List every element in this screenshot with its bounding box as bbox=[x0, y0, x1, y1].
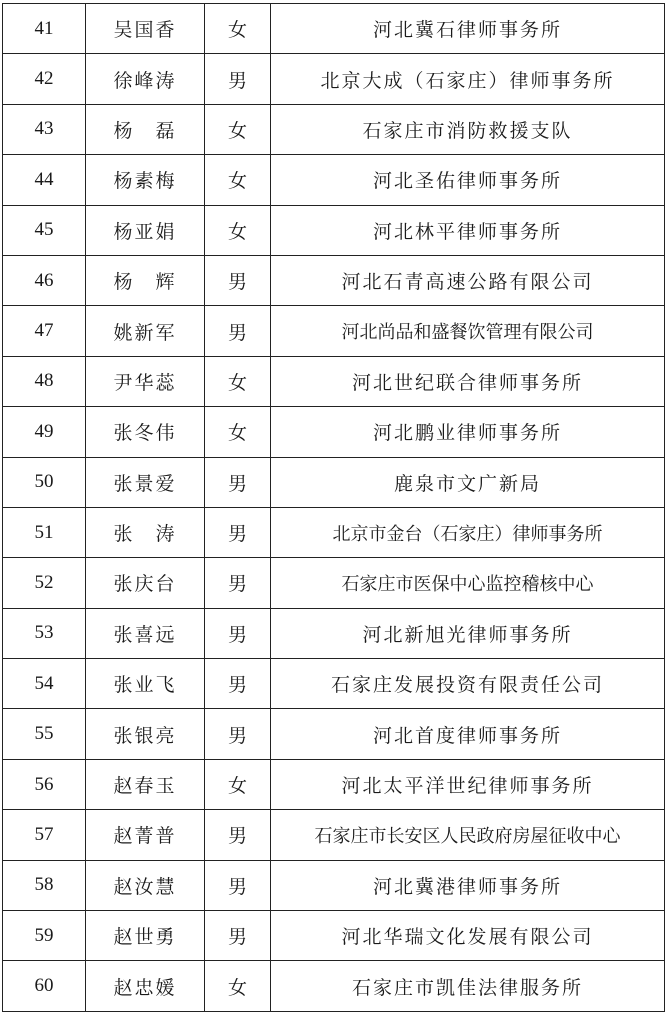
gender: 男 bbox=[205, 507, 271, 557]
table-row bbox=[3, 255, 665, 305]
organization: 河北首度律师事务所 bbox=[271, 709, 665, 759]
row-number: 42 bbox=[3, 54, 86, 104]
table-row bbox=[3, 356, 665, 406]
document-page bbox=[2, 3, 664, 1012]
gender: 男 bbox=[205, 54, 271, 104]
gender: 女 bbox=[205, 356, 271, 406]
gender: 女 bbox=[205, 759, 271, 809]
table-row bbox=[3, 558, 665, 608]
table-row bbox=[3, 104, 665, 154]
table-row bbox=[3, 155, 665, 205]
table-row bbox=[3, 860, 665, 910]
table-row bbox=[3, 54, 665, 104]
person-name: 杨素梅 bbox=[86, 155, 205, 205]
organization: 鹿泉市文广新局 bbox=[271, 457, 665, 507]
person-name: 张业飞 bbox=[86, 659, 205, 709]
row-number: 56 bbox=[3, 759, 86, 809]
person-name: 赵忠媛 bbox=[86, 961, 205, 1011]
row-number: 50 bbox=[3, 457, 86, 507]
person-name: 张庆台 bbox=[86, 558, 205, 608]
person-name: 张银亮 bbox=[86, 709, 205, 759]
person-name: 尹华蕊 bbox=[86, 356, 205, 406]
organization: 石家庄市长安区人民政府房屋征收中心 bbox=[271, 810, 665, 860]
person-name: 姚新军 bbox=[86, 306, 205, 356]
person-name: 赵世勇 bbox=[86, 911, 205, 961]
table-row bbox=[3, 709, 665, 759]
gender: 男 bbox=[205, 306, 271, 356]
gender: 男 bbox=[205, 709, 271, 759]
organization: 河北冀石律师事务所 bbox=[271, 4, 665, 54]
row-number: 43 bbox=[3, 104, 86, 154]
table-row bbox=[3, 306, 665, 356]
gender: 男 bbox=[205, 659, 271, 709]
row-number: 55 bbox=[3, 709, 86, 759]
roster-table bbox=[2, 3, 665, 1012]
organization: 石家庄发展投资有限责任公司 bbox=[271, 659, 665, 709]
organization: 河北新旭光律师事务所 bbox=[271, 608, 665, 658]
row-number: 41 bbox=[3, 4, 86, 54]
person-name: 赵汝慧 bbox=[86, 860, 205, 910]
organization: 石家庄市消防救援支队 bbox=[271, 104, 665, 154]
row-number: 52 bbox=[3, 558, 86, 608]
row-number: 45 bbox=[3, 205, 86, 255]
row-number: 57 bbox=[3, 810, 86, 860]
organization: 河北华瑞文化发展有限公司 bbox=[271, 911, 665, 961]
person-name: 赵春玉 bbox=[86, 759, 205, 809]
table-row bbox=[3, 759, 665, 809]
table-row bbox=[3, 608, 665, 658]
organization: 河北圣佑律师事务所 bbox=[271, 155, 665, 205]
gender: 男 bbox=[205, 457, 271, 507]
gender: 女 bbox=[205, 104, 271, 154]
row-number: 51 bbox=[3, 507, 86, 557]
organization: 河北石青高速公路有限公司 bbox=[271, 255, 665, 305]
person-name: 杨 磊 bbox=[86, 104, 205, 154]
person-name: 徐峰涛 bbox=[86, 54, 205, 104]
organization: 北京市金台（石家庄）律师事务所 bbox=[271, 507, 665, 557]
row-number: 53 bbox=[3, 608, 86, 658]
gender: 男 bbox=[205, 558, 271, 608]
gender: 女 bbox=[205, 205, 271, 255]
organization: 河北尚品和盛餐饮管理有限公司 bbox=[271, 306, 665, 356]
table-row bbox=[3, 407, 665, 457]
table-row bbox=[3, 810, 665, 860]
organization: 河北太平洋世纪律师事务所 bbox=[271, 759, 665, 809]
row-number: 48 bbox=[3, 356, 86, 406]
organization: 河北鹏业律师事务所 bbox=[271, 407, 665, 457]
gender: 男 bbox=[205, 255, 271, 305]
gender: 男 bbox=[205, 608, 271, 658]
organization: 石家庄市凯佳法律服务所 bbox=[271, 961, 665, 1011]
row-number: 54 bbox=[3, 659, 86, 709]
organization: 石家庄市医保中心监控稽核中心 bbox=[271, 558, 665, 608]
row-number: 60 bbox=[3, 961, 86, 1011]
person-name: 吴国香 bbox=[86, 4, 205, 54]
row-number: 58 bbox=[3, 860, 86, 910]
table-row bbox=[3, 659, 665, 709]
row-number: 46 bbox=[3, 255, 86, 305]
table-row bbox=[3, 911, 665, 961]
person-name: 张喜远 bbox=[86, 608, 205, 658]
roster-table-body bbox=[3, 4, 665, 1012]
row-number: 47 bbox=[3, 306, 86, 356]
person-name: 张景爱 bbox=[86, 457, 205, 507]
row-number: 59 bbox=[3, 911, 86, 961]
organization: 河北林平律师事务所 bbox=[271, 205, 665, 255]
person-name: 张 涛 bbox=[86, 507, 205, 557]
table-row bbox=[3, 457, 665, 507]
person-name: 张冬伟 bbox=[86, 407, 205, 457]
table-row bbox=[3, 507, 665, 557]
person-name: 赵菁普 bbox=[86, 810, 205, 860]
gender: 女 bbox=[205, 155, 271, 205]
person-name: 杨亚娟 bbox=[86, 205, 205, 255]
gender: 女 bbox=[205, 961, 271, 1011]
gender: 女 bbox=[205, 407, 271, 457]
row-number: 49 bbox=[3, 407, 86, 457]
gender: 男 bbox=[205, 911, 271, 961]
organization: 北京大成（石家庄）律师事务所 bbox=[271, 54, 665, 104]
row-number: 44 bbox=[3, 155, 86, 205]
gender: 女 bbox=[205, 4, 271, 54]
person-name: 杨 辉 bbox=[86, 255, 205, 305]
table-row bbox=[3, 4, 665, 54]
gender: 男 bbox=[205, 810, 271, 860]
organization: 河北世纪联合律师事务所 bbox=[271, 356, 665, 406]
gender: 男 bbox=[205, 860, 271, 910]
organization: 河北冀港律师事务所 bbox=[271, 860, 665, 910]
table-row bbox=[3, 961, 665, 1011]
table-row bbox=[3, 205, 665, 255]
